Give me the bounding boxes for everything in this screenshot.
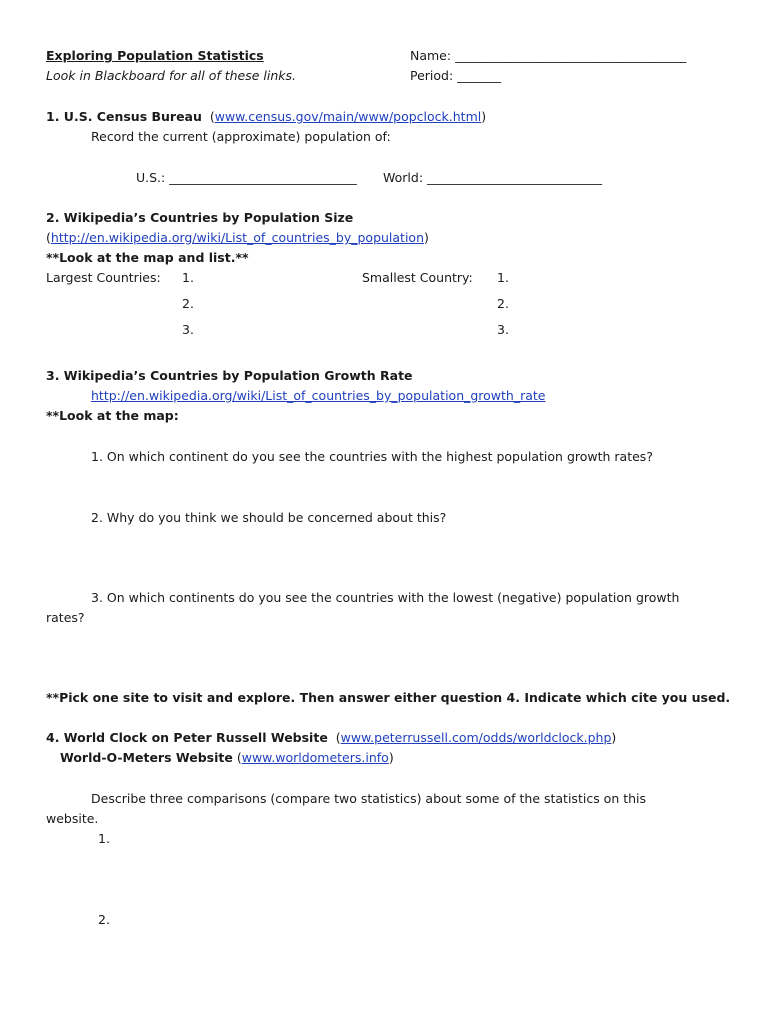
name-blank: _____________________________________	[455, 48, 687, 63]
section-1-instruction: Record the current (approximate) population of:	[91, 129, 391, 144]
paren-open: (	[46, 230, 51, 245]
smallest-num-3: 3.	[497, 322, 509, 337]
paren-open: (	[335, 730, 341, 745]
us-label: U.S.:	[136, 170, 166, 185]
us-blank: ______________________________	[169, 170, 357, 185]
worksheet-subtitle: Look in Blackboard for all of these links.	[46, 68, 296, 83]
section-4-instruction-continued: website.	[46, 811, 99, 826]
worldometers-link[interactable]: www.worldometers.info	[241, 750, 389, 765]
section-4-instruction: Describe three comparisons (compare two statistics) about some of the statistics on this	[91, 791, 647, 806]
question-3-1: 1. On which continent do you see the countries with the highest population growth rates?	[91, 449, 653, 464]
smallest-num-2: 2.	[497, 296, 509, 311]
question-3-3: 3. On which continents do you see the countries with the lowest (negative) population growth	[91, 590, 680, 605]
section-2-link-line	[46, 228, 429, 248]
section-4-heading-line	[46, 728, 616, 748]
largest-num-3: 3.	[182, 322, 194, 337]
section-2-note: **Look at the map and list.**	[46, 250, 249, 265]
largest-num-2: 2.	[182, 296, 194, 311]
smallest-num-1: 1.	[497, 270, 509, 285]
period-blank: _______	[457, 68, 501, 83]
wikipedia-population-link[interactable]: http://en.wikipedia.org/wiki/List_of_countries_by_population	[50, 230, 425, 245]
section-4-heading2-line	[60, 748, 394, 768]
section-4-heading2: World-O-Meters Website	[60, 750, 233, 765]
answer-num-1: 1.	[98, 831, 110, 846]
wikipedia-growth-link[interactable]: http://en.wikipedia.org/wiki/List_of_countries_by_population_growth_rate	[91, 388, 546, 403]
worksheet-title: Exploring Population Statistics	[46, 48, 264, 63]
section-4-heading: 4. World Clock on Peter Russell Website	[46, 730, 328, 745]
pick-site-note: **Pick one site to visit and explore. Then answer either question 4. Indicate which cite you used.	[46, 690, 731, 705]
census-link[interactable]: www.census.gov/main/www/popclock.html	[214, 109, 482, 124]
paren-open: (	[236, 750, 242, 765]
paren-close: )	[388, 750, 394, 765]
paren-open: (	[209, 109, 215, 124]
world-population-field	[383, 168, 602, 188]
answer-num-2: 2.	[98, 912, 110, 927]
section-1-heading-line	[46, 107, 486, 127]
paren-close: )	[611, 730, 617, 745]
largest-countries-label: Largest Countries:	[46, 270, 161, 285]
world-label: World:	[383, 170, 424, 185]
section-3-note: **Look at the map:	[46, 408, 179, 423]
question-3-2: 2. Why do you think we should be concerned about this?	[91, 510, 447, 525]
world-blank: ____________________________	[427, 170, 603, 185]
paren-close: )	[481, 109, 487, 124]
section-1-heading: 1. U.S. Census Bureau	[46, 109, 202, 124]
section-3-heading: 3. Wikipedia’s Countries by Population Growth Rate	[46, 368, 413, 383]
name-field	[410, 46, 686, 66]
section-2-heading: 2. Wikipedia’s Countries by Population Size	[46, 210, 354, 225]
period-label: Period:	[410, 68, 454, 83]
paren-close: )	[424, 230, 429, 245]
question-3-3-continued: rates?	[46, 610, 85, 625]
worldclock-link[interactable]: www.peterrussell.com/odds/worldclock.php	[340, 730, 612, 745]
largest-num-1: 1.	[182, 270, 194, 285]
name-label: Name:	[410, 48, 452, 63]
period-field	[410, 66, 501, 86]
smallest-country-label: Smallest Country:	[362, 270, 473, 285]
us-population-field	[136, 168, 357, 188]
